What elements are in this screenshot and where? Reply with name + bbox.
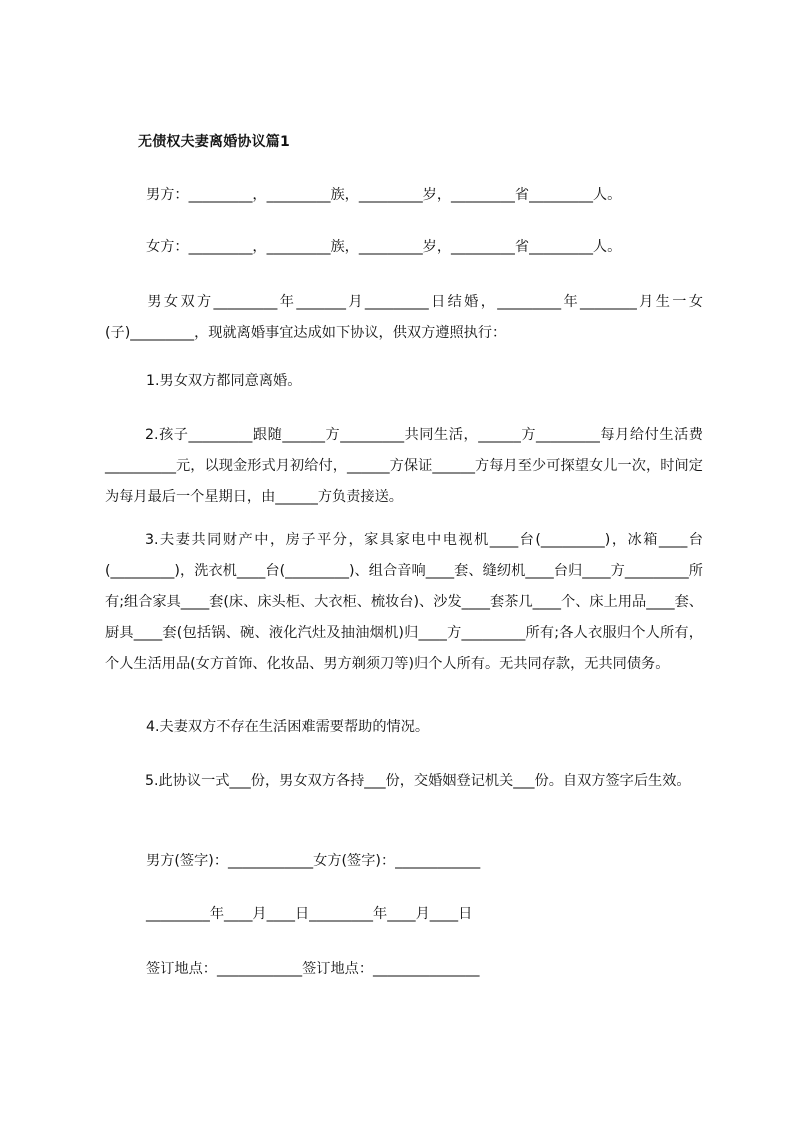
- clause-2: [105, 420, 703, 513]
- signature-line: 男方(签字)：____________女方(签字)：____________: [146, 853, 481, 869]
- clause-4: 4.夫妻双方不存在生活困难需要帮助的情况。: [146, 719, 430, 735]
- intro-text: 男女双方_________年_______月_________日结婚，_________年________月生一女(子)_________，现就离婚事宜达成如下协议，供双方遵照执行：: [105, 294, 703, 341]
- clause-5: [105, 766, 703, 797]
- intro-paragraph: [105, 287, 703, 349]
- clause-3-text: 3.夫妻共同财产中，房子平分，家具家电中电视机____台(_________)，冰箱____台(_________)，洗衣机____台(_________)、组合音响____套、缝纫机____台归____方_________所有;组合家具____套(床、床头柜、大衣柜、梳妆台)、沙发____套茶几____个、床上用品____套、厨具____套(包括锅、碗、液化汽灶及抽油烟机)归____方_________所有;各人衣服归个人所有，个人生活用品(女方首饰、化妆品、男方剃须刀等)归个人所有。无共同存款，无共同债务。: [105, 532, 703, 672]
- clause-3: [105, 525, 703, 680]
- place-line: 签订地点：____________签订地点：_______________: [146, 961, 480, 977]
- date-line: _________年____月____日_________年____月____日: [146, 906, 473, 922]
- clause-5-text: 5.此协议一式___份，男女双方各持___份，交婚姻登记机关___份。自双方签字后生效。: [145, 773, 691, 789]
- female-party-line: 女方：_________，_________族，_________岁，_________省_________人。: [146, 239, 622, 255]
- male-party-line: 男方：_________，_________族，_________岁，_________省_________人。: [146, 187, 622, 203]
- clause-1: 1.男女双方都同意离婚。: [146, 373, 302, 389]
- clause-2-text: 2.孩子_________跟随______方_________共同生活，______方_________每月给付生活费__________元，以现金形式月初给付，______方保证______方每月至少可探望女儿一次，时间定为每月最后一个星期日，由______方负责接送。: [105, 427, 703, 505]
- document-title: 无债权夫妻离婚协议篇1: [138, 134, 290, 150]
